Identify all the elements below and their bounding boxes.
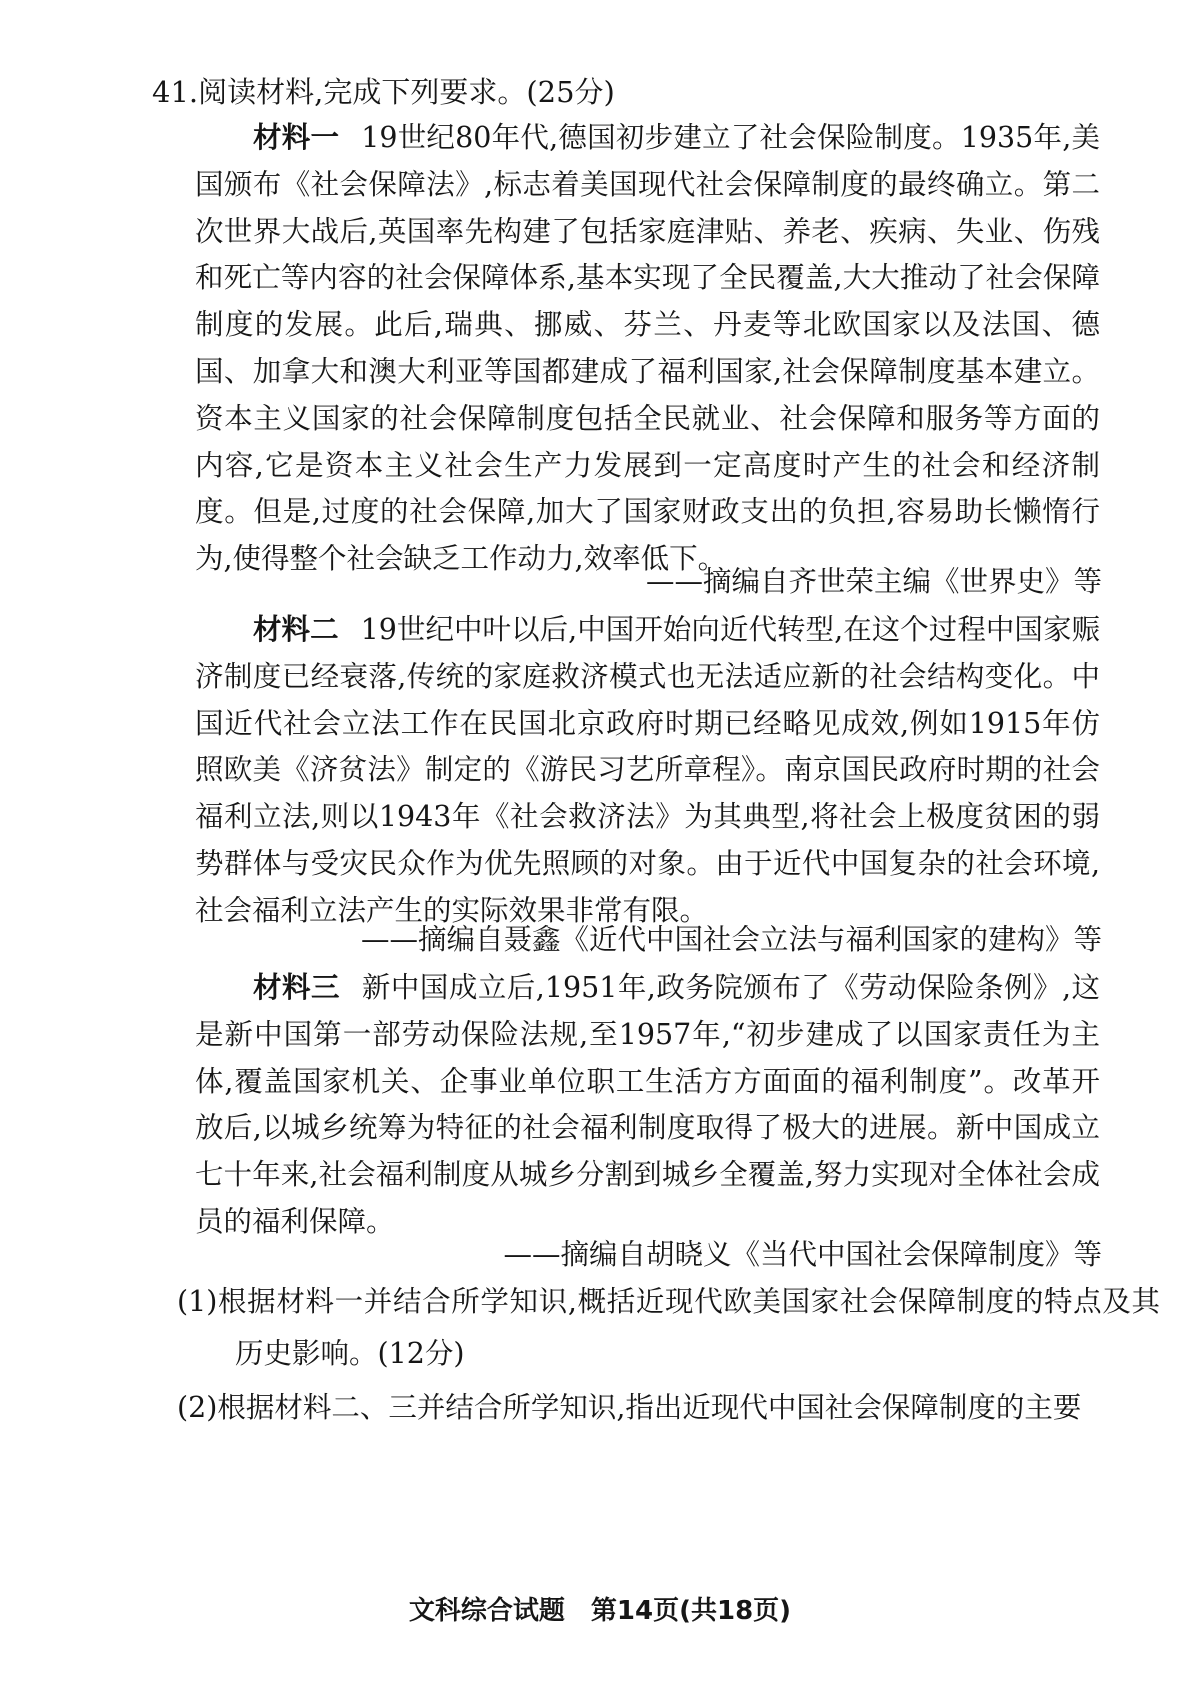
material-2-text: 19世纪中叶以后,中国开始向近代转型,在这个过程中国家赈济制度已经衰落,传统的家庭救济模式也无法适应新的社会结构变化。中国近代社会立法工作在民国北京政府时期已经略见成效,例如1915年仿照欧美《济贫法》制定的《游民习艺所章程》。南京国民政府时期的社会福利立法,则以1943年《社会救济法》为其典型,将社会上极度贫困的弱势群体与受灾民众作为优先照顾的对象。由于近代中国复杂的社会环境,社会福利立法产生的实际效果非常有限。: [195, 613, 1100, 927]
material-1-paragraph: [195, 114, 1100, 583]
material-3-paragraph: [195, 964, 1100, 1246]
page-footer: 文科综合试题 第14页(共18页): [408, 1596, 792, 1626]
requirement-2: (2)根据材料二、三并结合所学知识,指出近现代中国社会保障制度的主要: [177, 1391, 1082, 1424]
material-3-source: ——摘编自胡晓义《当代中国社会保障制度》等: [503, 1238, 1102, 1271]
material-1-text: 19世纪80年代,德国初步建立了社会保险制度。1935年,美国颁布《社会保障法》,标志着美国现代社会保障制度的最终确立。第二次世界大战后,英国率先构建了包括家庭津贴、养老、疾病、失业、伤残和死亡等内容的社会保障体系,基本实现了全民覆盖,大大推动了社会保障制度的发展。此后,瑞典、挪威、芬兰、丹麦等北欧国家以及法国、德国、加拿大和澳大利亚等国都建成了福利国家,社会保障制度基本建立。资本主义国家的社会保障制度包括全民就业、社会保障和服务等方面的内容,它是资本主义社会生产力发展到一定高度时产生的社会和经济制度。但是,过度的社会保障,加大了国家财政支出的负担,容易助长懒惰行为,使得整个社会缺乏工作动力,效率低下。: [195, 121, 1100, 576]
material-2-paragraph: [195, 606, 1100, 935]
material-3-label: 材料三: [253, 970, 340, 1004]
material-1-label: 材料一: [253, 120, 340, 154]
question-title: 41.阅读材料,完成下列要求。(25分): [152, 75, 615, 109]
material-2-label: 材料二: [253, 612, 339, 646]
material-3-text: 新中国成立后,1951年,政务院颁布了《劳动保险条例》,这是新中国第一部劳动保险法规,至1957年,“初步建成了以国家责任为主体,覆盖国家机关、企事业单位职工生活方方面面的福利制度”。改革开放后,以城乡统筹为特征的社会福利制度取得了极大的进展。新中国成立七十年来,社会福利制度从城乡分割到城乡全覆盖,努力实现对全体社会成员的福利保障。: [195, 971, 1100, 1238]
material-2-source: ——摘编自聂鑫《近代中国社会立法与福利国家的建构》等: [360, 923, 1102, 956]
requirement-1: (1)根据材料一并结合所学知识,概括近现代欧美国家社会保障制度的特点及其历史影响。(12分): [177, 1285, 1160, 1370]
material-1-source: ——摘编自齐世荣主编《世界史》等: [645, 565, 1102, 598]
